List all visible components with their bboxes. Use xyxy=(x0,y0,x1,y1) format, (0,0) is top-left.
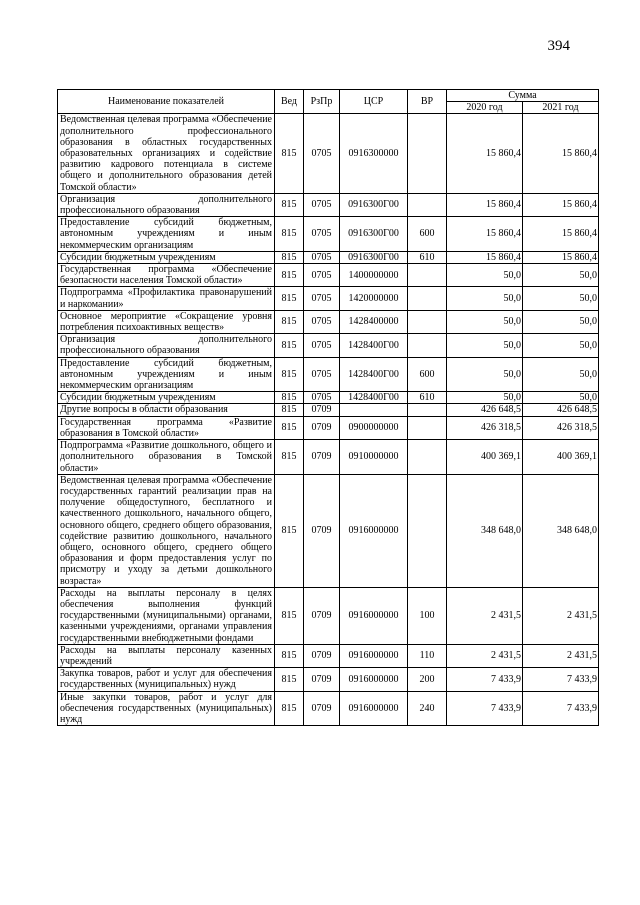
table-row xyxy=(58,440,599,475)
row-name: Организация дополнительного профессионального образования xyxy=(58,334,275,357)
row-vr: 110 xyxy=(408,644,447,667)
row-csr: 1400000000 xyxy=(340,264,408,287)
column-header-csr: ЦСР xyxy=(340,90,408,114)
row-csr: 0916000000 xyxy=(340,691,408,726)
row-sum-2021: 50,0 xyxy=(523,334,599,357)
row-rzpr: 0709 xyxy=(304,691,340,726)
row-csr: 0916000000 xyxy=(340,474,408,587)
row-sum-2021: 15 860,4 xyxy=(523,114,599,193)
row-name: Основное мероприятие «Сокращение уровня потребления психоактивных веществ» xyxy=(58,310,275,333)
row-sum-2020: 50,0 xyxy=(447,392,523,404)
row-name: Другие вопросы в области образования xyxy=(58,404,275,416)
column-header-2020: 2020 год xyxy=(447,102,523,114)
row-rzpr: 0709 xyxy=(304,587,340,644)
row-sum-2020: 426 318,5 xyxy=(447,416,523,439)
row-vr xyxy=(408,287,447,310)
row-sum-2020: 2 431,5 xyxy=(447,587,523,644)
column-header-name: Наименование показателей xyxy=(58,90,275,114)
row-csr: 0916000000 xyxy=(340,668,408,691)
row-sum-2020: 15 860,4 xyxy=(447,114,523,193)
row-rzpr: 0705 xyxy=(304,251,340,263)
row-sum-2020: 15 860,4 xyxy=(447,193,523,216)
row-ved: 815 xyxy=(275,264,304,287)
row-ved: 815 xyxy=(275,392,304,404)
row-sum-2021: 2 431,5 xyxy=(523,644,599,667)
row-sum-2021: 50,0 xyxy=(523,357,599,392)
row-sum-2020: 50,0 xyxy=(447,287,523,310)
row-ved: 815 xyxy=(275,440,304,475)
table-row xyxy=(58,334,599,357)
row-csr: 1428400Г00 xyxy=(340,357,408,392)
table-row xyxy=(58,392,599,404)
row-rzpr: 0709 xyxy=(304,416,340,439)
row-ved: 815 xyxy=(275,310,304,333)
row-vr xyxy=(408,474,447,587)
row-csr: 1428400Г00 xyxy=(340,334,408,357)
row-ved: 815 xyxy=(275,193,304,216)
table-row xyxy=(58,691,599,726)
table-row xyxy=(58,310,599,333)
row-name: Иные закупки товаров, работ и услуг для обеспечения государственных (муниципальных) нужд xyxy=(58,691,275,726)
row-name: Предоставление субсидий бюджетным, автономным учреждениям и иным некоммерческим организациям xyxy=(58,357,275,392)
row-sum-2021: 15 860,4 xyxy=(523,217,599,252)
row-rzpr: 0709 xyxy=(304,644,340,667)
column-header-rzpr: РзПр xyxy=(304,90,340,114)
row-vr xyxy=(408,264,447,287)
row-csr: 0916300000 xyxy=(340,114,408,193)
table-row xyxy=(58,264,599,287)
row-csr xyxy=(340,404,408,416)
budget-table xyxy=(57,89,599,726)
table-row xyxy=(58,217,599,252)
row-vr xyxy=(408,440,447,475)
row-name: Подпрограмма «Профилактика правонарушений и наркомании» xyxy=(58,287,275,310)
row-ved: 815 xyxy=(275,251,304,263)
row-vr xyxy=(408,114,447,193)
row-sum-2020: 2 431,5 xyxy=(447,644,523,667)
row-name: Закупка товаров, работ и услуг для обеспечения государственных (муниципальных) нужд xyxy=(58,668,275,691)
row-ved: 815 xyxy=(275,691,304,726)
row-sum-2021: 426 318,5 xyxy=(523,416,599,439)
row-sum-2020: 7 433,9 xyxy=(447,668,523,691)
row-ved: 815 xyxy=(275,587,304,644)
row-name: Субсидии бюджетным учреждениям xyxy=(58,251,275,263)
row-sum-2020: 50,0 xyxy=(447,310,523,333)
column-header-sum: Сумма xyxy=(447,90,599,102)
row-csr: 1428400000 xyxy=(340,310,408,333)
column-header-2021: 2021 год xyxy=(523,102,599,114)
row-vr xyxy=(408,416,447,439)
row-vr: 610 xyxy=(408,251,447,263)
column-header-vr: ВР xyxy=(408,90,447,114)
row-name: Расходы на выплаты персоналу казенных учреждений xyxy=(58,644,275,667)
row-name: Ведомственная целевая программа «Обеспечение государственных гарантий реализации прав на получение общедоступного, бесплатного и качественного дошкольного, начального общего, основного общего, среднего общего образования, содействие развитию дошкольного, начального общего, основного общего, среднего общего образования и форм предоставления услуг по присмотру и уходу за детьми дошкольного возраста» xyxy=(58,474,275,587)
row-csr: 1420000000 xyxy=(340,287,408,310)
table-body xyxy=(58,114,599,726)
row-sum-2021: 348 648,0 xyxy=(523,474,599,587)
row-sum-2020: 15 860,4 xyxy=(447,251,523,263)
row-vr xyxy=(408,310,447,333)
row-name: Предоставление субсидий бюджетным, автономным учреждениям и иным некоммерческим организациям xyxy=(58,217,275,252)
row-ved: 815 xyxy=(275,334,304,357)
row-name: Расходы на выплаты персоналу в целях обеспечения выполнения функций государственными (муниципальными) органами, казенными учреждениями, органами управления государственными внебюджетными фондами xyxy=(58,587,275,644)
table-row xyxy=(58,357,599,392)
row-sum-2021: 7 433,9 xyxy=(523,691,599,726)
row-rzpr: 0705 xyxy=(304,264,340,287)
row-csr: 0900000000 xyxy=(340,416,408,439)
row-rzpr: 0705 xyxy=(304,310,340,333)
row-vr: 200 xyxy=(408,668,447,691)
row-rzpr: 0705 xyxy=(304,334,340,357)
table-row xyxy=(58,474,599,587)
row-sum-2020: 50,0 xyxy=(447,334,523,357)
row-ved: 815 xyxy=(275,287,304,310)
row-rzpr: 0709 xyxy=(304,440,340,475)
row-name: Субсидии бюджетным учреждениям xyxy=(58,392,275,404)
row-vr: 600 xyxy=(408,217,447,252)
table-row xyxy=(58,251,599,263)
row-ved: 815 xyxy=(275,668,304,691)
row-sum-2021: 15 860,4 xyxy=(523,251,599,263)
row-ved: 815 xyxy=(275,404,304,416)
table-row xyxy=(58,114,599,193)
row-sum-2021: 50,0 xyxy=(523,310,599,333)
row-rzpr: 0709 xyxy=(304,404,340,416)
row-rzpr: 0705 xyxy=(304,392,340,404)
row-sum-2020: 15 860,4 xyxy=(447,217,523,252)
row-sum-2021: 7 433,9 xyxy=(523,668,599,691)
row-csr: 0916300Г00 xyxy=(340,251,408,263)
row-sum-2020: 50,0 xyxy=(447,357,523,392)
row-ved: 815 xyxy=(275,357,304,392)
row-vr xyxy=(408,334,447,357)
column-header-ved: Вед xyxy=(275,90,304,114)
row-ved: 815 xyxy=(275,474,304,587)
row-csr: 0916000000 xyxy=(340,587,408,644)
row-sum-2020: 426 648,5 xyxy=(447,404,523,416)
table-row xyxy=(58,416,599,439)
row-vr: 100 xyxy=(408,587,447,644)
table-row xyxy=(58,668,599,691)
row-rzpr: 0705 xyxy=(304,357,340,392)
row-vr: 610 xyxy=(408,392,447,404)
row-sum-2021: 50,0 xyxy=(523,264,599,287)
row-sum-2020: 400 369,1 xyxy=(447,440,523,475)
row-rzpr: 0705 xyxy=(304,287,340,310)
row-rzpr: 0705 xyxy=(304,193,340,216)
row-vr xyxy=(408,193,447,216)
row-vr xyxy=(408,404,447,416)
row-name: Подпрограмма «Развитие дошкольного, общего и дополнительного образования в Томской области» xyxy=(58,440,275,475)
row-sum-2021: 2 431,5 xyxy=(523,587,599,644)
row-name: Ведомственная целевая программа «Обеспечение дополнительного профессионального образования в областных государственных образовательных организациях и содействие развитию кадрового потенциала в системе общего и дополнительного образования детей Томской области» xyxy=(58,114,275,193)
row-sum-2021: 50,0 xyxy=(523,287,599,310)
row-sum-2021: 400 369,1 xyxy=(523,440,599,475)
row-sum-2020: 348 648,0 xyxy=(447,474,523,587)
row-sum-2021: 15 860,4 xyxy=(523,193,599,216)
row-csr: 0916000000 xyxy=(340,644,408,667)
table-row xyxy=(58,587,599,644)
table-row xyxy=(58,287,599,310)
row-sum-2020: 7 433,9 xyxy=(447,691,523,726)
row-csr: 0916300Г00 xyxy=(340,217,408,252)
row-vr: 240 xyxy=(408,691,447,726)
row-name: Организация дополнительного профессионального образования xyxy=(58,193,275,216)
row-name: Государственная программа «Обеспечение безопасности населения Томской области» xyxy=(58,264,275,287)
row-sum-2021: 426 648,5 xyxy=(523,404,599,416)
table-row xyxy=(58,404,599,416)
table-row xyxy=(58,644,599,667)
row-rzpr: 0709 xyxy=(304,668,340,691)
row-ved: 815 xyxy=(275,114,304,193)
page-number: 394 xyxy=(547,38,570,54)
row-ved: 815 xyxy=(275,644,304,667)
table-row xyxy=(58,193,599,216)
row-vr: 600 xyxy=(408,357,447,392)
row-csr: 0916300Г00 xyxy=(340,193,408,216)
row-csr: 1428400Г00 xyxy=(340,392,408,404)
row-rzpr: 0709 xyxy=(304,474,340,587)
row-rzpr: 0705 xyxy=(304,217,340,252)
row-rzpr: 0705 xyxy=(304,114,340,193)
row-csr: 0910000000 xyxy=(340,440,408,475)
row-sum-2021: 50,0 xyxy=(523,392,599,404)
row-name: Государственная программа «Развитие образования в Томской области» xyxy=(58,416,275,439)
row-ved: 815 xyxy=(275,217,304,252)
row-ved: 815 xyxy=(275,416,304,439)
row-sum-2020: 50,0 xyxy=(447,264,523,287)
